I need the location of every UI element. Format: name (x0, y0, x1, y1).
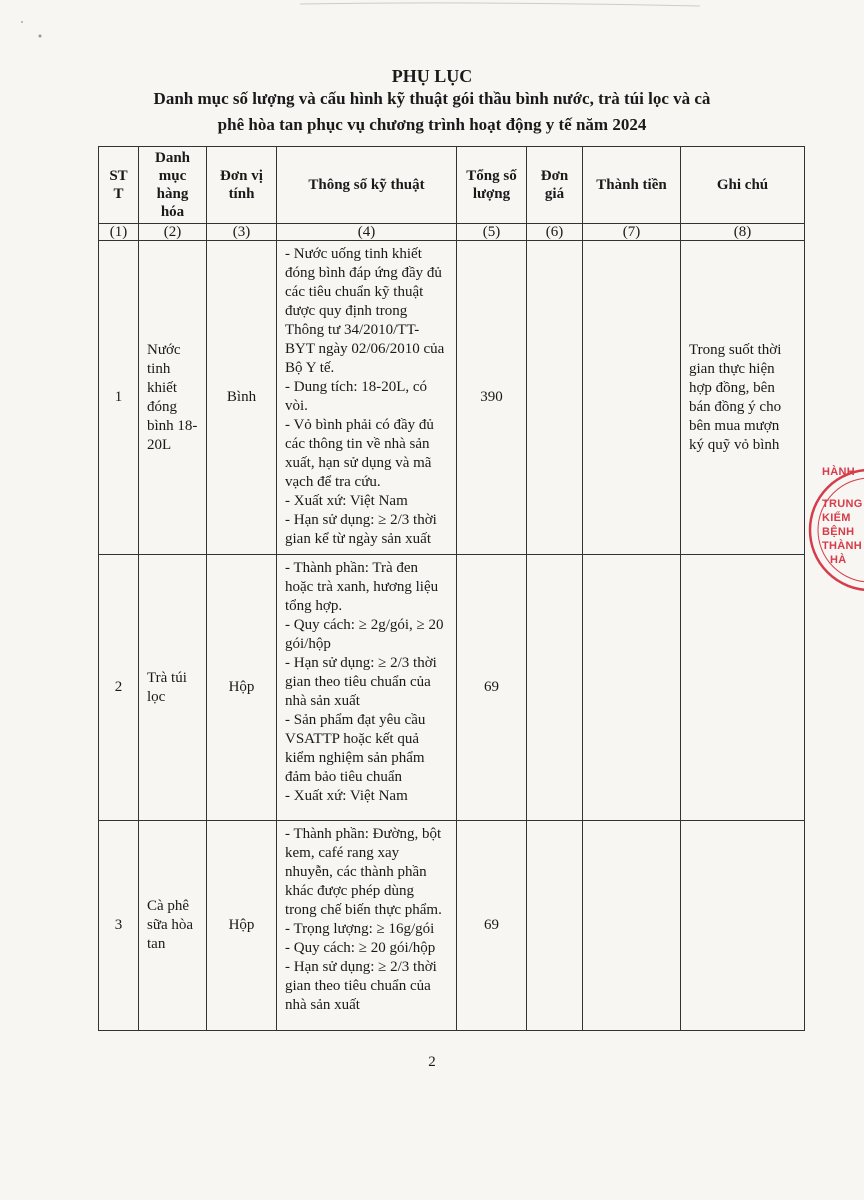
spec-text: - Nước uống tinh khiết đóng bình đáp ứng đầy đủ các tiêu chuẩn kỹ thuật được quy định trong Thông tư 34/2010/TT-BYT ngày 02/06/2010 của Bộ Y tế. - Dung tích: 18-20L, có vòi. - Vỏ bình phải có đầy đủ các thông tin về nhà sản xuất, hạn sử dụng và mã vạch để tra cứu. - Xuất xứ: Việt Nam - Hạn sử dụng: ≥ 2/3 thời gian kể từ ngày sản xuất (285, 246, 445, 547)
row-note (681, 821, 805, 1031)
row-spec (277, 821, 457, 1031)
row-quantity: 390 (457, 241, 527, 555)
row-amount (583, 555, 681, 821)
header-quantity: Tổng số lượng (457, 147, 527, 224)
stamp-line: TRUNG (822, 498, 863, 510)
stamp-line: HÀ (830, 554, 847, 566)
stamp-line: BỆNH (822, 526, 855, 538)
header-amount: Thành tiền (583, 147, 681, 224)
row-quantity: 69 (457, 821, 527, 1031)
row-amount (583, 241, 681, 555)
row-unit: Bình (207, 241, 277, 555)
goods-table (98, 146, 805, 1031)
row-spec (277, 241, 457, 555)
row-unit-price (527, 821, 583, 1031)
stamp-line: KIỂM (822, 512, 851, 524)
stamp-line: HÀNH (822, 466, 855, 478)
table-header-row (99, 147, 805, 224)
column-number: (5) (457, 224, 527, 241)
column-number: (7) (583, 224, 681, 241)
row-stt: 3 (99, 821, 139, 1031)
spec-text: - Thành phần: Trà đen hoặc trà xanh, hương liệu tổng hợp. - Quy cách: ≥ 2g/gói, ≥ 20 gói/hộp - Hạn sử dụng: ≥ 2/3 thời gian theo tiêu chuẩn của nhà sản xuất - Sản phẩm đạt yêu cầu VSATTP hoặc kết quả kiểm nghiệm sản phẩm đảm bảo tiêu chuẩn - Xuất xứ: Việt Nam (285, 560, 444, 804)
row-item-name: Nước tinh khiết đóng bình 18-20L (139, 241, 207, 555)
header-spec: Thông số kỹ thuật (277, 147, 457, 224)
row-amount (583, 821, 681, 1031)
red-seal-stamp (808, 458, 864, 608)
row-stt: 1 (99, 241, 139, 555)
table-row (99, 555, 805, 821)
row-item-name: Trà túi lọc (139, 555, 207, 821)
column-number: (2) (139, 224, 207, 241)
column-number: (3) (207, 224, 277, 241)
page-number: 2 (428, 1054, 436, 1070)
header-note: Ghi chú (681, 147, 805, 224)
row-note: Trong suốt thời gian thực hiện hợp đồng, bên bán đồng ý cho bên mua mượn ký quỹ vỏ bình (681, 241, 805, 555)
row-unit-price (527, 555, 583, 821)
row-item-name: Cà phê sữa hòa tan (139, 821, 207, 1031)
header-item-name: Danh mục hàng hóa (139, 147, 207, 224)
column-number: (6) (527, 224, 583, 241)
column-number-row (99, 224, 805, 241)
row-quantity: 69 (457, 555, 527, 821)
table-row (99, 821, 805, 1031)
row-unit: Hộp (207, 821, 277, 1031)
column-number: (4) (277, 224, 457, 241)
spec-text: - Thành phần: Đường, bột kem, café rang xay nhuyễn, các thành phần khác được phép dùng trong chế biến thực phẩm. - Trọng lượng: ≥ 16g/gói - Quy cách: ≥ 20 gói/hộp - Hạn sử dụng: ≥ 2/3 thời gian theo tiêu chuẩn của nhà sản xuất (285, 826, 442, 1013)
column-number: (8) (681, 224, 805, 241)
scan-marks (0, 0, 864, 60)
table-row (99, 241, 805, 555)
appendix-title: PHỤ LỤC (391, 66, 473, 86)
row-spec (277, 555, 457, 821)
appendix-subtitle-line-1: Danh mục số lượng và cấu hình kỹ thuật gói thầu bình nước, trà túi lọc và cà (153, 89, 711, 108)
header-stt: ST T (99, 147, 139, 224)
stamp-line: THÀNH (822, 540, 862, 552)
row-unit-price (527, 241, 583, 555)
header-unit: Đơn vị tính (207, 147, 277, 224)
row-note (681, 555, 805, 821)
header-unit-price: Đơn giá (527, 147, 583, 224)
column-number: (1) (99, 224, 139, 241)
appendix-subtitle-line-2: phê hòa tan phục vụ chương trình hoạt động y tế năm 2024 (217, 115, 647, 134)
row-unit: Hộp (207, 555, 277, 821)
row-stt: 2 (99, 555, 139, 821)
